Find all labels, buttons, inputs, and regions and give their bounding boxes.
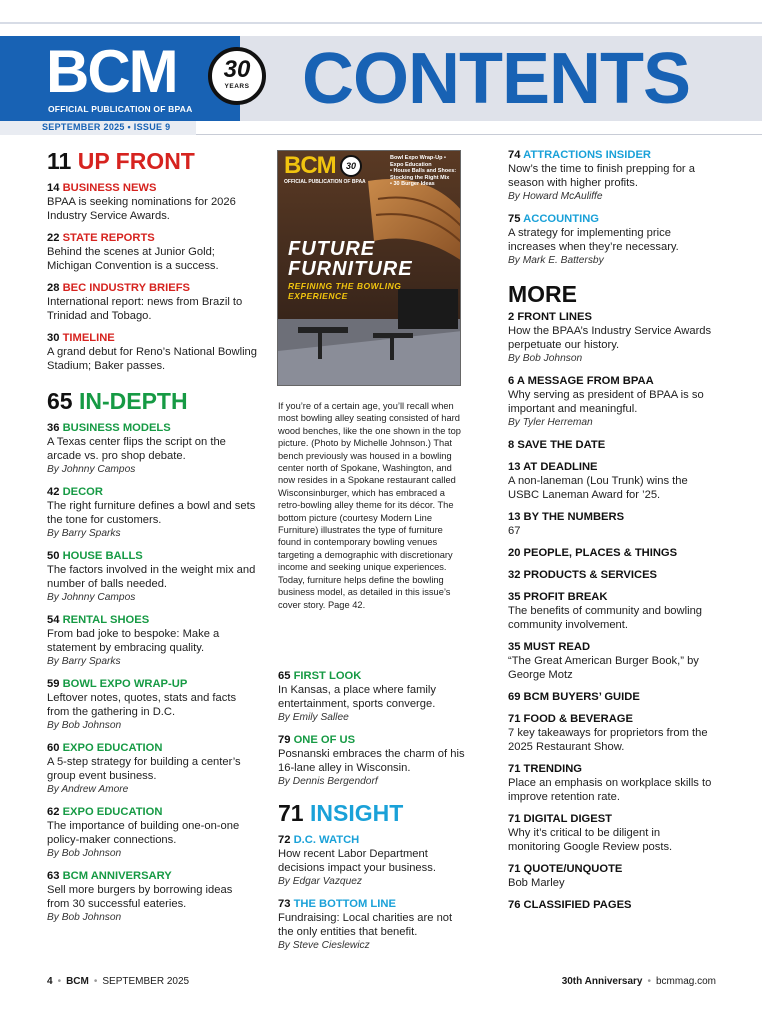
issue-bar xyxy=(0,121,762,135)
toc-page-number: 79 xyxy=(278,734,291,746)
toc-page-number: 74 xyxy=(508,149,521,161)
footer xyxy=(0,976,762,990)
logo-subtitle: OFFICIAL PUBLICATION OF BPAA xyxy=(48,104,193,114)
toc-entry xyxy=(47,231,257,273)
toc-entry-title xyxy=(47,549,257,563)
toc-author: By Johnny Campos xyxy=(47,592,136,603)
toc-entry xyxy=(47,805,257,861)
footer-right xyxy=(562,976,716,987)
page-title: CONTENTS xyxy=(302,39,690,119)
toc-description: 7 key takeaways for proprietors from the 2025 Restaurant Show. xyxy=(508,727,708,753)
toc-entry xyxy=(508,568,713,582)
toc-entry-title xyxy=(278,733,468,747)
toc-entry xyxy=(508,212,713,268)
toc-entry xyxy=(508,712,713,754)
toc-entry xyxy=(508,640,713,682)
toc-heading: RENTAL SHOES xyxy=(62,614,150,626)
toc-entry xyxy=(278,669,468,725)
toc-entry xyxy=(47,613,257,669)
toc-entry xyxy=(47,549,257,605)
toc-description: The factors involved in the weight mix and number of balls needed. xyxy=(47,564,256,590)
toc-entry-title xyxy=(508,460,713,474)
toc-entry xyxy=(47,421,257,477)
toc-heading: BUSINESS MODELS xyxy=(62,422,171,434)
cover-logo: BCM xyxy=(284,152,336,179)
toc-author: By Tyler Herreman xyxy=(508,417,593,428)
toc-entry xyxy=(278,897,468,953)
toc-heading: BUSINESS NEWS xyxy=(62,182,157,194)
toc-heading: THE BOTTOM LINE xyxy=(293,898,396,910)
toc-description: International report: news from Brazil to Trinidad and Tobago. xyxy=(47,296,243,322)
toc-heading: EXPO EDUCATION xyxy=(62,806,163,818)
toc-entry-title xyxy=(508,862,713,876)
toc-entry-title xyxy=(47,613,257,627)
cover-headline-1: FUTURE xyxy=(288,238,376,260)
toc-entry-title xyxy=(508,762,713,776)
toc-author: By Barry Sparks xyxy=(47,656,121,667)
toc-entry-title xyxy=(47,421,257,435)
page-number: 4 xyxy=(47,976,53,987)
toc-heading: 69 BCM BUYERS’ GUIDE xyxy=(508,691,640,703)
toc-heading: 71 FOOD & BEVERAGE xyxy=(508,713,633,725)
toc-entry-title xyxy=(508,148,713,162)
right-column xyxy=(508,148,713,920)
footer-mag: BCM xyxy=(66,976,89,987)
toc-heading: 6 A MESSAGE FROM BPAA xyxy=(508,375,654,387)
masthead xyxy=(0,36,762,121)
toc-entry-title xyxy=(508,812,713,826)
toc-heading: 35 MUST READ xyxy=(508,641,591,653)
toc-page-number: 73 xyxy=(278,898,291,910)
toc-heading: 35 PROFIT BREAK xyxy=(508,591,608,603)
toc-page-number: 50 xyxy=(47,550,60,562)
toc-heading: 13 BY THE NUMBERS xyxy=(508,511,625,523)
toc-entry-title xyxy=(508,546,713,560)
toc-entry xyxy=(508,590,713,632)
toc-entry xyxy=(508,546,713,560)
toc-heading: 71 TRENDING xyxy=(508,763,582,775)
left-column xyxy=(47,147,257,933)
toc-heading: 2 FRONT LINES xyxy=(508,311,592,323)
toc-author: By Edgar Vazquez xyxy=(278,876,363,887)
toc-description: Why serving as president of BPAA is so important and meaningful. xyxy=(508,389,704,415)
toc-heading: FIRST LOOK xyxy=(293,670,362,682)
toc-entry-title xyxy=(47,677,257,691)
toc-description: “The Great American Burger Book,” by George Motz xyxy=(508,655,699,681)
toc-description: Leftover notes, quotes, stats and facts from the gathering in D.C. xyxy=(47,692,237,718)
footer-site: bcmmag.com xyxy=(655,976,716,987)
toc-entry-title xyxy=(47,331,257,345)
toc-entry-title xyxy=(47,485,257,499)
footer-anniversary: 30th Anniversary xyxy=(561,976,643,987)
toc-author: By Andrew Amore xyxy=(47,784,129,795)
footer-left xyxy=(47,976,189,987)
toc-entry-title xyxy=(508,690,713,704)
toc-entry-title xyxy=(508,438,713,452)
right-top-list xyxy=(508,148,713,268)
toc-description: From bad joke to bespoke: Make a statement by embracing quality. xyxy=(47,628,220,654)
middle-column xyxy=(278,669,468,961)
toc-description: A 5-step strategy for building a center’s group event business. xyxy=(47,756,241,782)
toc-entry xyxy=(278,833,468,889)
toc-page-number: 60 xyxy=(47,742,60,754)
section-up-front: 11 UP FRONT xyxy=(47,148,195,174)
section-more: MORE xyxy=(508,281,577,307)
toc-author: By Johnny Campos xyxy=(47,464,136,475)
toc-heading: EXPO EDUCATION xyxy=(62,742,163,754)
footer-date: SEPTEMBER 2025 xyxy=(102,976,190,987)
toc-heading: ONE OF US xyxy=(293,734,356,746)
toc-entry xyxy=(508,148,713,204)
toc-heading: BOWL EXPO WRAP-UP xyxy=(62,678,188,690)
toc-entry-title xyxy=(47,281,257,295)
toc-heading: BEC INDUSTRY BRIEFS xyxy=(62,282,190,294)
more-list xyxy=(508,310,713,912)
toc-heading: 32 PRODUCTS & SERVICES xyxy=(508,569,657,581)
insight-list xyxy=(278,833,468,953)
toc-entry xyxy=(508,862,713,890)
toc-entry xyxy=(508,438,713,452)
issue-divider xyxy=(196,134,762,135)
cover-teasers: Bowl Expo Wrap-Up • Expo Education • House Balls and Shoes: Stocking the Right Mix • 30 Burger Ideas xyxy=(390,155,457,187)
toc-author: By Bob Johnson xyxy=(47,848,122,859)
toc-heading: ATTRACTIONS INSIDER xyxy=(523,149,651,161)
toc-entry-title xyxy=(508,898,713,912)
toc-heading: 71 DIGITAL DIGEST xyxy=(508,813,613,825)
toc-description: A grand debut for Reno’s National Bowling Stadium; Baker passes. xyxy=(47,346,258,372)
toc-author: By Emily Sallee xyxy=(278,712,349,723)
toc-entry xyxy=(47,677,257,733)
toc-entry-title xyxy=(47,231,257,245)
toc-entry-title xyxy=(508,212,713,226)
footer-sep: • xyxy=(93,976,98,987)
section-insight: 71 INSIGHT xyxy=(278,800,404,826)
toc-heading: BCM ANNIVERSARY xyxy=(62,870,172,882)
badge-number: 30 xyxy=(223,56,251,83)
toc-entry-title xyxy=(508,510,713,524)
toc-heading: 13 AT DEADLINE xyxy=(508,461,598,473)
toc-heading: 20 PEOPLE, PLACES & THINGS xyxy=(508,547,678,559)
toc-description: The benefits of community and bowling community involvement. xyxy=(508,605,703,631)
toc-entry-title xyxy=(278,897,468,911)
toc-heading: TIMELINE xyxy=(62,332,115,344)
toc-entry-title xyxy=(47,741,257,755)
toc-entry xyxy=(508,762,713,804)
toc-description: A strategy for implementing price increases when they’re necessary. xyxy=(508,227,679,253)
toc-description: A Texas center flips the script on the arcade vs. pro shop debate. xyxy=(47,436,226,462)
toc-page-number: 63 xyxy=(47,870,60,882)
toc-description: The right furniture defines a bowl and sets the tone for customers. xyxy=(47,500,256,526)
toc-author: By Steve Cieslewicz xyxy=(278,940,370,951)
toc-description: 67 xyxy=(508,525,521,537)
up-front-list xyxy=(47,181,257,373)
toc-page-number: 28 xyxy=(47,282,60,294)
toc-description: Bob Marley xyxy=(508,877,565,889)
anniversary-badge-icon xyxy=(208,47,266,105)
in-depth-list xyxy=(47,421,257,925)
toc-entry xyxy=(508,690,713,704)
toc-page-number: 65 xyxy=(278,670,291,682)
toc-entry-title xyxy=(508,712,713,726)
toc-page-number: 62 xyxy=(47,806,60,818)
toc-description: Why it’s critical to be diligent in monitoring Google Review posts. xyxy=(508,827,673,853)
toc-page-number: 30 xyxy=(47,332,60,344)
toc-page-number: 42 xyxy=(47,486,60,498)
toc-entry xyxy=(508,374,713,430)
toc-entry-title xyxy=(278,833,468,847)
top-rule xyxy=(0,22,762,24)
toc-description: In Kansas, a place where family entertainment, sports converge. xyxy=(278,684,436,710)
toc-heading: HOUSE BALLS xyxy=(62,550,143,562)
toc-page-number: 36 xyxy=(47,422,60,434)
toc-entry-title xyxy=(508,568,713,582)
toc-description: Fundraising: Local charities are not the only entities that benefit. xyxy=(278,912,453,938)
toc-description: BPAA is seeking nominations for 2026 Industry Service Awards. xyxy=(47,196,236,222)
toc-entry xyxy=(47,869,257,925)
toc-author: By Barry Sparks xyxy=(47,528,121,539)
toc-page-number: 22 xyxy=(47,232,60,244)
toc-page-number: 14 xyxy=(47,182,60,194)
toc-entry xyxy=(47,281,257,323)
toc-entry-title xyxy=(47,181,257,195)
toc-page-number: 72 xyxy=(278,834,291,846)
section-in-depth: 65 IN-DEPTH xyxy=(47,388,188,414)
toc-heading: 8 SAVE THE DATE xyxy=(508,439,606,451)
footer-sep: • xyxy=(647,976,651,987)
toc-entry xyxy=(278,733,468,789)
toc-heading: D.C. WATCH xyxy=(293,834,360,846)
toc-description: How recent Labor Department decisions impact your business. xyxy=(278,848,436,874)
toc-author: By Mark E. Battersby xyxy=(508,255,604,266)
bcm-logo: BCM xyxy=(46,38,177,105)
cover-badge-icon: 30 xyxy=(340,155,362,177)
toc-description: Place an emphasis on workplace skills to improve retention rate. xyxy=(508,777,712,803)
toc-entry xyxy=(508,510,713,538)
toc-entry-title xyxy=(508,590,713,604)
cover-logo-sub: OFFICIAL PUBLICATION OF BPAA xyxy=(284,179,366,185)
toc-heading: 76 CLASSIFIED PAGES xyxy=(508,899,632,911)
cover-headline-2: FURNITURE xyxy=(288,258,413,280)
toc-entry xyxy=(508,812,713,854)
toc-entry xyxy=(47,181,257,223)
toc-entry xyxy=(508,310,713,366)
middle-list xyxy=(278,669,468,789)
toc-entry xyxy=(508,898,713,912)
toc-entry xyxy=(47,741,257,797)
toc-entry-title xyxy=(278,669,468,683)
toc-author: By Bob Johnson xyxy=(47,720,122,731)
toc-description: A non-laneman (Lou Trunk) wins the USBC Laneman Award for ’25. xyxy=(508,475,688,501)
toc-author: By Bob Johnson xyxy=(47,912,122,923)
toc-entry xyxy=(508,460,713,502)
toc-description: Now’s the time to finish prepping for a season with higher profits. xyxy=(508,163,695,189)
toc-heading: 71 QUOTE/UNQUOTE xyxy=(508,863,623,875)
toc-description: The importance of building one-on-one policy-maker connections. xyxy=(47,820,240,846)
toc-entry-title xyxy=(508,640,713,654)
cover-caption: If you’re of a certain age, you’ll recall when most bowling alley seating consisted of hard wood benches, like the one shown in the top picture. (Photo by Michelle Johnson.) That bench previously was housed in a bowling center north of Spokane, Washington, and now resides in a Spokane restaurant called Wisconsinburger, which has embraced a retro-bowling alley theme for its décor. The bottom picture (courtesy Modern Line Furniture) illustrates the type of furniture found in contemporary bowling venues targeting a demographic with discretionary income and seeking unique experiences. Today, furniture helps define the bowling business model, as detailed in this issue’s cover story. Page 42. xyxy=(278,401,461,610)
toc-entry-title xyxy=(508,310,713,324)
toc-entry xyxy=(47,485,257,541)
badge-label: YEARS xyxy=(224,83,250,90)
cover-image xyxy=(277,150,461,386)
toc-author: By Howard McAuliffe xyxy=(508,191,603,202)
toc-page-number: 54 xyxy=(47,614,60,626)
toc-author: By Bob Johnson xyxy=(508,353,583,364)
toc-entry-title xyxy=(47,869,257,883)
toc-heading: ACCOUNTING xyxy=(523,213,599,225)
toc-description: Behind the scenes at Junior Gold; Michigan Convention is a success. xyxy=(47,246,219,272)
toc-description: Sell more burgers by borrowing ideas from 30 successful eateries. xyxy=(47,884,233,910)
toc-page-number: 75 xyxy=(508,213,521,225)
toc-page-number: 59 xyxy=(47,678,60,690)
issue-line: SEPTEMBER 2025 • ISSUE 9 xyxy=(42,122,171,132)
toc-entry xyxy=(47,331,257,373)
toc-entry-title xyxy=(47,805,257,819)
toc-heading: DECOR xyxy=(62,486,103,498)
toc-description: How the BPAA’s Industry Service Awards perpetuate our history. xyxy=(508,325,712,351)
toc-entry-title xyxy=(508,374,713,388)
cover-subhead: REFINING THE BOWLING EXPERIENCE xyxy=(288,281,402,301)
footer-sep: • xyxy=(57,976,62,987)
toc-description: Posnanski embraces the charm of his 16-lane alley in Wisconsin. xyxy=(278,748,465,774)
toc-heading: STATE REPORTS xyxy=(62,232,155,244)
toc-author: By Dennis Bergendorf xyxy=(278,776,378,787)
